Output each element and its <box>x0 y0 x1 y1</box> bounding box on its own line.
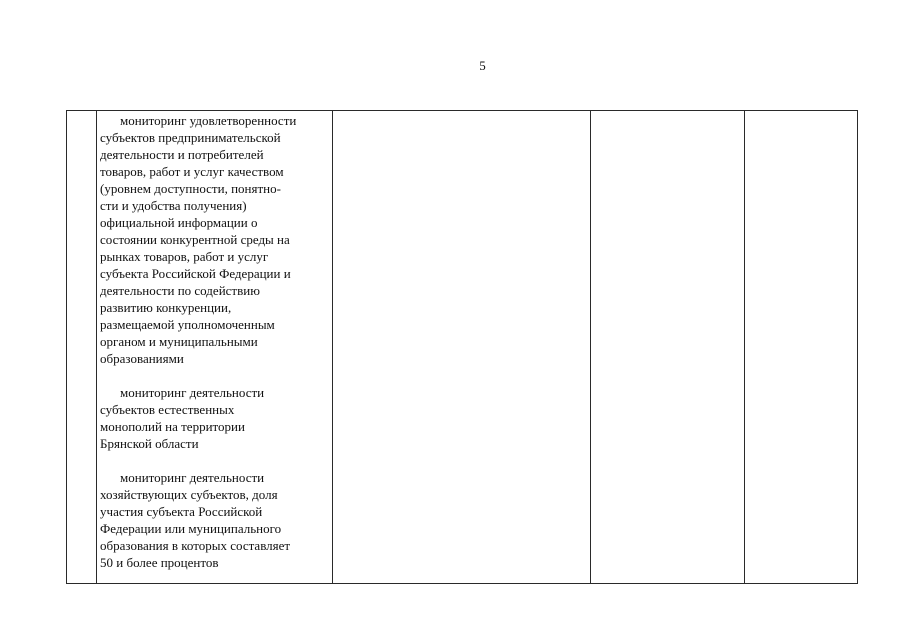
measure-paragraph-economic-entities: мониторинг деятельности хозяйствующих субъектов, доля участия субъекта Российской Федерации или муниципального образования в которых составляет 50 и более процентов <box>100 470 291 570</box>
measure-paragraph-natural-monopolies: мониторинг деятельности субъектов естественных монополий на территории Брянской области <box>100 385 265 451</box>
measure-paragraph-satisfaction: мониторинг удовлетворенности субъектов предпринимательской деятельности и потребителей товаров, работ и услуг качеством (уровнем доступности, понятно- сти и удобства получения) официальной информации о состоянии конкурентной среды на рынках товаров, работ и услуг субъекта Российской Федерации и деятельности по содействию развитию конкуренции, размещаемой уполномоченным органом и муниципальными образованиями <box>100 113 297 366</box>
table-cell-empty-3 <box>333 111 590 584</box>
table-cell-number <box>67 111 97 584</box>
table-row <box>67 111 858 584</box>
measures-table <box>66 110 858 584</box>
page-number: 5 <box>479 58 486 73</box>
table-cell-measures <box>97 111 333 584</box>
table-cell-empty-4 <box>590 111 744 584</box>
table-cell-empty-5 <box>744 111 857 584</box>
